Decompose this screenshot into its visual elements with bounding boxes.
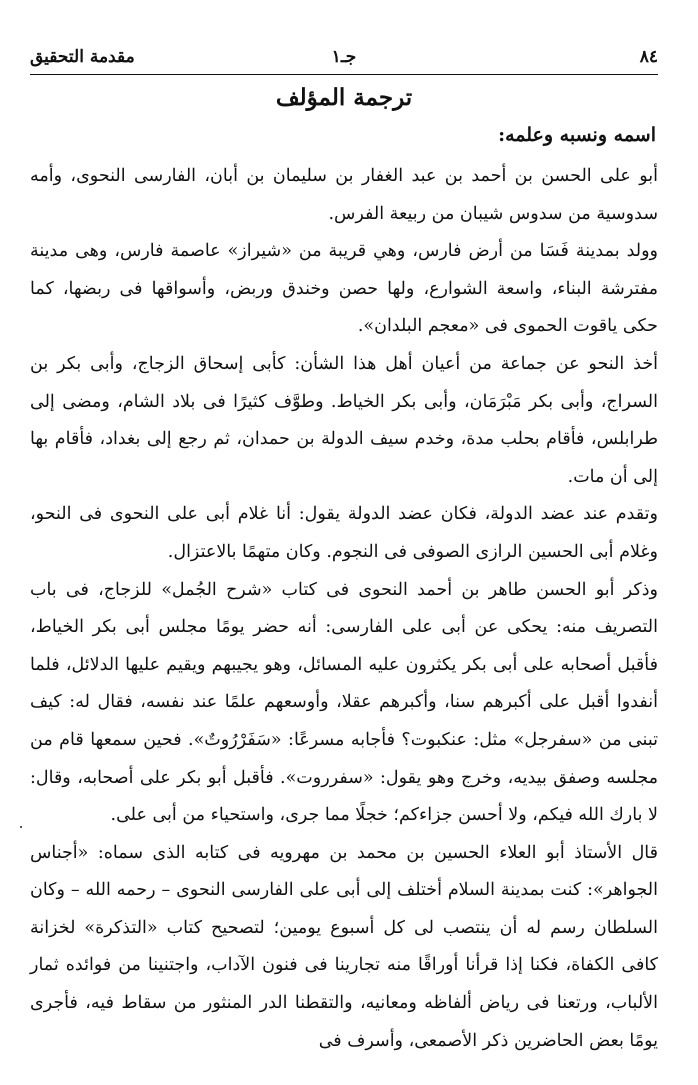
paragraph: قال الأستاذ أبو العلاء الحسين بن محمد بن مهرويه فى كتابه الذى سماه: «أجناس الجواهر»: كنت بمدينة السلام أختلف إلى أبى على الفارسى النحوى – رحمه الله – وكان السلطان رسم له أن ينتصب لى كل أسبوع يومين؛ لتصحيح كتاب «التذكرة» لخزانة كافى الكفاة، فكنا إذا قرأنا أوراقًا منه تجارينا فى فنون الآداب، واجتنينا من فوائده ثمار الألباب، ورتعنا فى رياض ألفاظه ومعانيه، والتقطنا الدر المنثور من سقاط فيه، فأجرى يومًا بعض الحاضرين ذكر الأصمعى، وأسرف فى	[30, 842, 658, 1051]
volume-label: جـ١	[331, 47, 357, 67]
paragraph: وتقدم عند عضد الدولة، فكان عضد الدولة يقول: أنا غلام أبى على النحوى فى النحو، وغلام أبى الحسين الرازى الصوفى فى النجوم. وكان متهمًا بالاعتزال.	[30, 504, 658, 562]
section-title: مقدمة التحقيق	[30, 47, 135, 67]
paragraph: وولد بمدينة فَسَا من أرض فارس، وهي قريبة من «شيراز» عاصمة فارس، وهى مدينة مفترشة البناء، واسعة الشوارع، ولها حصن وخندق وربض، وأسواقها فى ربضها، كما حكى ياقوت الحموى فى «معجم البلدان».	[30, 241, 658, 337]
body-text	[30, 158, 658, 1060]
paragraph: أخذ النحو عن جماعة من أعيان أهل هذا الشأن: كأبى إسحاق الزجاج، وأبى بكر بن السراج، وأبى بكر مَبْرَمَان، وأبى بكر الخياط. وطوَّف كثيرًا فى بلاد الشام، ومضى إلى طرابلس، فأقام بحلب مدة، وخدم سيف الدولة بن حمدان، ثم رجع إلى بغداد، فأقام بها إلى أن مات.	[30, 353, 658, 487]
margin-mark	[20, 826, 22, 828]
running-header	[30, 42, 658, 72]
chapter-title: ترجمة المؤلف	[275, 84, 413, 111]
subheading: اسمه ونسبه وعلمه:	[498, 124, 656, 146]
paragraph: أبو على الحسن بن أحمد بن عبد الغفار بن سليمان بن أبان، الفارسى النحوى، وأمه سدوسية من سدوس شيبان من ربيعة الفرس.	[30, 166, 658, 224]
page-number: ٨٤	[639, 47, 658, 67]
header-divider	[30, 74, 658, 75]
paragraph: وذكر أبو الحسن طاهر بن أحمد النحوى فى كتاب «شرح الجُمل» للزجاج، فى باب التصريف منه: يحكى عن أبى على الفارسى: أنه حضر يومًا مجلس أبى بكر الخياط، فأقبل أصحابه على أبى بكر يكثرون عليه المسائل، وهو يجيبهم ويقيم عليها الدلائل، فلما أنفدوا أقبل على أكبرهم سنا، وأكبرهم عقلا، وأوسعهم علمًا عند نفسه، فقال له: كيف تبنى من «سفرجل» مثل: عنكبوت؟ فأجابه مسرعًا: «سَفَرْرُوتٌ». فحين سمعها قام من مجلسه وصفق بيديه، وخرج وهو يقول: «سفرروت». فأقبل أبو بكر على أصحابه، وقال: لا بارك الله فيكم، ولا أحسن جزاءكم؛ خجلًا مما جرى، واستحياء من أبى على.	[30, 579, 658, 826]
